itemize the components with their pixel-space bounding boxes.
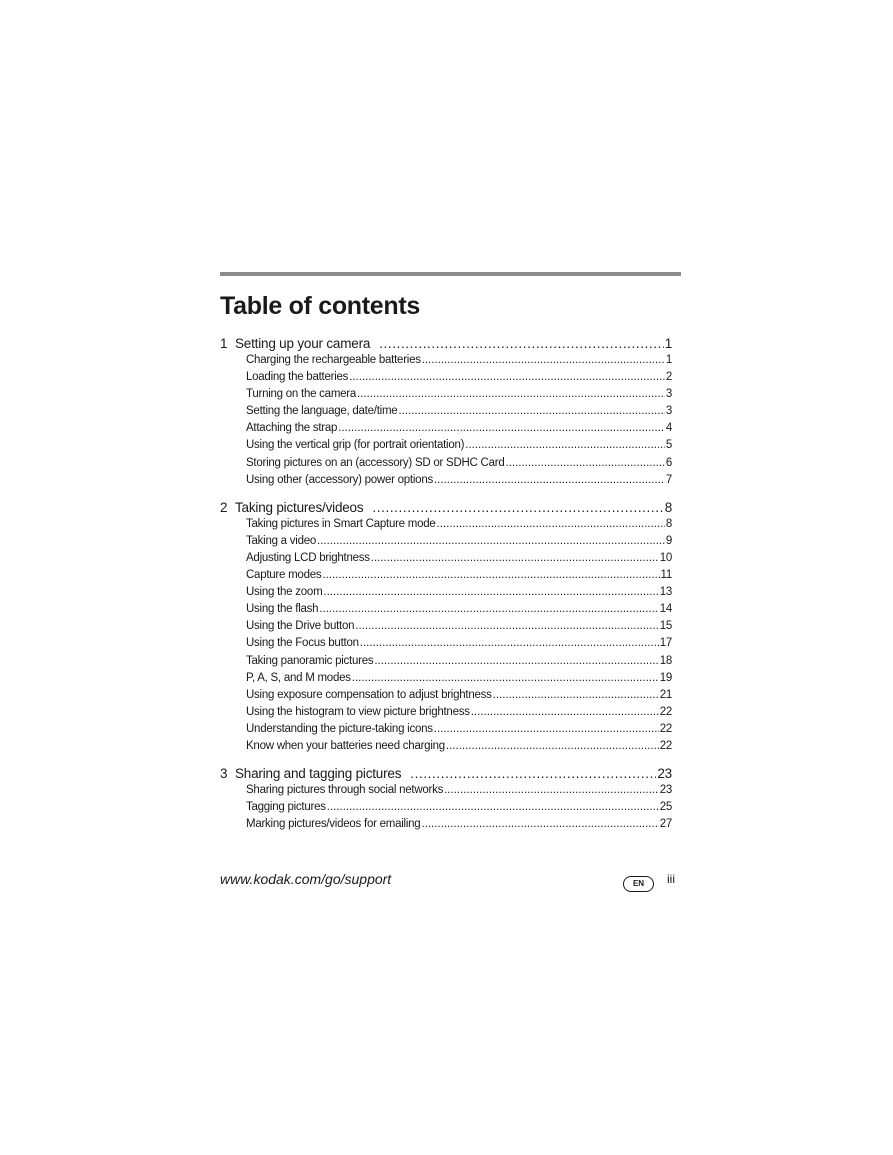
toc-section [220,336,672,491]
dot-leader [493,689,659,701]
dot-leader [349,371,665,383]
toc-entry[interactable] [246,620,672,637]
entry-title: Using the zoom [246,586,323,599]
title-rule [220,272,681,276]
dot-leader [422,354,665,366]
toc-entry[interactable] [246,637,672,654]
entry-page-number: 14 [659,603,672,616]
dot-leader [379,336,664,351]
entry-title: Tagging pictures [246,801,326,814]
toc-entry[interactable] [246,740,672,757]
entry-title: Taking panoramic pictures [246,654,374,667]
entry-page-number: 3 [665,405,672,418]
entry-page-number: 19 [659,671,672,684]
entry-title: Storing pictures on an (accessory) SD or SDHC Card [246,456,505,469]
toc-entry[interactable] [246,354,672,371]
entry-page-number: 22 [659,722,672,735]
dot-leader [323,586,658,598]
entry-page-number: 17 [659,637,672,650]
toc-section [220,500,672,757]
entry-title: Setting the language, date/time [246,405,398,418]
dot-leader [371,552,659,564]
toc-entry[interactable] [246,784,672,801]
dot-leader [437,518,665,530]
toc-entry[interactable] [246,457,672,474]
entry-title: Taking a video [246,534,317,547]
entry-page-number: 5 [665,439,672,452]
entry-page-number: 21 [659,688,672,701]
chapter-page-number: 8 [664,499,672,515]
dot-leader [338,422,665,434]
dot-leader [355,620,658,632]
toc-entry[interactable] [246,371,672,388]
toc-chapter-entry[interactable] [220,766,672,784]
toc-list [220,336,672,844]
entry-page-number: 9 [665,534,672,547]
entry-title: Understanding the picture-taking icons [246,722,433,735]
toc-chapter-entry[interactable] [220,500,672,518]
toc-entry[interactable] [246,569,672,586]
language-badge: EN [623,876,654,892]
entry-title: Know when your batteries need charging [246,739,445,752]
toc-entry[interactable] [246,672,672,689]
entry-page-number: 15 [659,620,672,633]
dot-leader [506,457,665,469]
entry-title: Capture modes [246,569,322,582]
toc-chapter-entry[interactable] [220,336,672,354]
toc-entry[interactable] [246,439,672,456]
entry-title: Using other (accessory) power options [246,473,433,486]
entry-page-number: 25 [659,801,672,814]
dot-leader [374,655,658,667]
dot-leader [327,801,659,813]
entry-title: Using the vertical grip (for portrait orientation) [246,439,465,452]
entry-title: Taking pictures in Smart Capture mode [246,517,436,530]
entry-page-number: 1 [665,354,672,366]
entry-title: Sharing pictures through social networks [246,784,444,797]
entry-title: Loading the batteries [246,371,349,384]
dot-leader [410,766,656,781]
chapter-page-number: 23 [657,766,672,782]
toc-entry[interactable] [246,655,672,672]
dot-leader [319,603,658,615]
entry-title: Using exposure compensation to adjust brightness [246,688,492,701]
toc-entry[interactable] [246,422,672,439]
entry-title: Using the Focus button [246,637,359,650]
entry-title: Charging the rechargeable batteries [246,354,421,366]
page-number: iii [667,872,675,886]
chapter-title: Setting up your camera [235,336,371,351]
entry-page-number: 27 [659,818,672,831]
toc-entry[interactable] [246,388,672,405]
dot-leader [352,672,659,684]
chapter-number: 3 [220,766,228,782]
entry-title: Marking pictures/videos for emailing [246,818,421,831]
dot-leader [398,405,664,417]
toc-entry[interactable] [246,518,672,535]
entry-page-number: 13 [659,586,672,599]
entry-page-number: 8 [665,517,672,530]
page-title: Table of contents [220,292,421,320]
dot-leader [434,723,659,735]
entry-title: Attaching the strap [246,422,338,435]
dot-leader [471,706,659,718]
dot-leader [322,569,659,581]
dot-leader [317,535,665,547]
chapter-number: 2 [220,499,228,515]
entry-page-number: 7 [665,473,672,486]
toc-entry[interactable] [246,552,672,569]
chapter-title: Taking pictures/videos [235,499,364,515]
entry-page-number: 4 [665,422,672,435]
entry-page-number: 11 [660,569,672,582]
entry-page-number: 23 [659,784,672,797]
chapter-title: Sharing and tagging pictures [235,766,402,782]
toc-entry[interactable] [246,689,672,706]
entry-title: Adjusting LCD brightness [246,551,370,564]
toc-entry[interactable] [246,706,672,723]
entry-title: Turning on the camera [246,388,357,401]
entry-page-number: 22 [659,739,672,752]
entry-page-number: 22 [659,705,672,718]
toc-entry[interactable] [246,723,672,740]
toc-entry[interactable] [246,801,672,818]
dot-leader [465,439,665,451]
toc-entry[interactable] [246,818,672,835]
chapter-number: 1 [220,336,228,351]
chapter-page-number: 1 [664,336,672,351]
entry-page-number: 2 [665,371,672,384]
dot-leader [446,740,659,752]
toc-section [220,766,672,835]
support-link[interactable]: www.kodak.com/go/support [220,871,392,887]
dot-leader [434,474,665,486]
entry-page-number: 10 [659,551,672,564]
toc-entry[interactable] [246,603,672,620]
entry-title: Using the flash [246,603,319,616]
entry-page-number: 3 [665,388,672,401]
dot-leader [360,637,659,649]
toc-entry[interactable] [246,535,672,552]
entry-title: Using the histogram to view picture brightness [246,705,470,718]
entry-title: P, A, S, and M modes [246,671,351,684]
entry-page-number: 18 [659,654,672,667]
entry-title: Using the Drive button [246,620,355,633]
entry-page-number: 6 [665,456,672,469]
dot-leader [421,818,658,830]
dot-leader [357,388,665,400]
dot-leader [372,500,663,515]
toc-entry[interactable] [246,474,672,491]
toc-entry[interactable] [246,405,672,422]
dot-leader [444,784,659,796]
toc-entry[interactable] [246,586,672,603]
